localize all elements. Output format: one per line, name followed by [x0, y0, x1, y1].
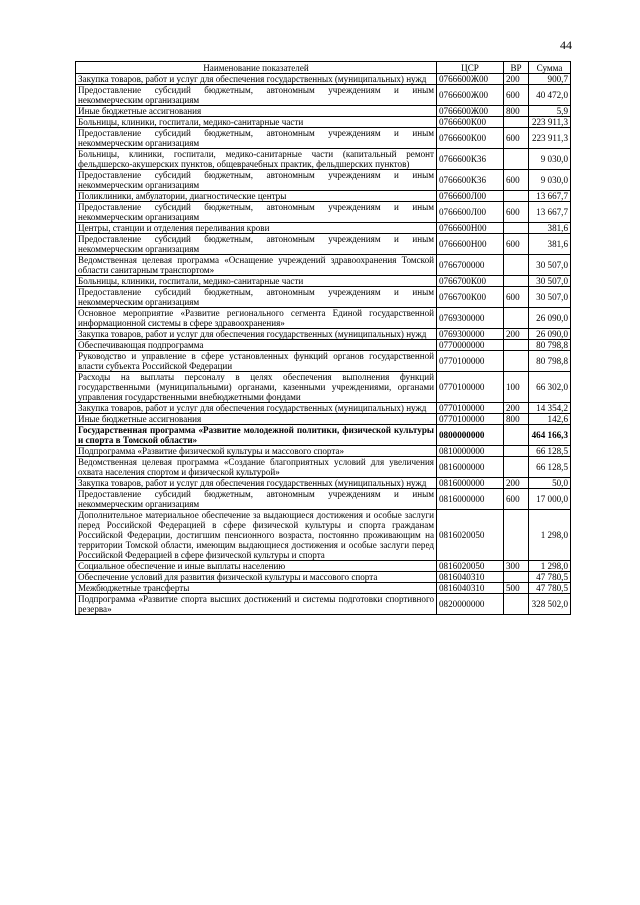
header-name: Наименование показателей	[76, 62, 437, 74]
row-sum-cell: 1 298,0	[529, 561, 571, 572]
table-row	[76, 106, 571, 117]
table-row	[76, 403, 571, 414]
row-sum-cell: 30 507,0	[529, 287, 571, 308]
row-name-cell: Подпрограмма «Развитие физической культуры и массового спорта»	[76, 446, 437, 457]
row-sum-cell: 40 472,0	[529, 85, 571, 106]
row-vr-cell: 600	[504, 170, 529, 191]
row-vr-cell: 600	[504, 489, 529, 510]
row-name-cell: Больницы, клиники, госпитали, медико-санитарные части (капитальный ремонт фельдшерско-акушерских пунктов, общеврачебных практик, фельдшерских пунктов)	[76, 149, 437, 170]
table-row	[76, 414, 571, 425]
table-row	[76, 191, 571, 202]
table-row	[76, 85, 571, 106]
table-row	[76, 594, 571, 615]
table-row	[76, 234, 571, 255]
row-sum-cell: 464 166,3	[529, 425, 571, 446]
row-name-cell: Иные бюджетные ассигнования	[76, 414, 437, 425]
row-sum-cell: 66 302,0	[529, 372, 571, 403]
row-sum-cell: 13 667,7	[529, 191, 571, 202]
row-sum-cell: 223 911,3	[529, 128, 571, 149]
table-row	[76, 425, 571, 446]
row-csr-cell: 0766600Ж00	[437, 74, 504, 85]
row-csr-cell: 0769300000	[437, 329, 504, 340]
row-sum-cell: 66 128,5	[529, 457, 571, 478]
table-row	[76, 489, 571, 510]
row-name-cell: Расходы на выплаты персоналу в целях обеспечения выполнения функций государственными (муниципальными) органами, казенными учреждениями, органами управления государственными внебюджетными фондами	[76, 372, 437, 403]
row-csr-cell: 0816000000	[437, 478, 504, 489]
table-row	[76, 351, 571, 372]
row-vr-cell: 100	[504, 372, 529, 403]
table-row	[76, 128, 571, 149]
row-vr-cell: 600	[504, 234, 529, 255]
row-sum-cell: 80 798,8	[529, 340, 571, 351]
row-sum-cell: 1 298,0	[529, 510, 571, 561]
row-name-cell: Предоставление субсидий бюджетным, автономным учреждениям и иным некоммерческим организациям	[76, 202, 437, 223]
row-name-cell: Ведомственная целевая программа «Создание благоприятных условий для увеличения охвата населения спортом и физической культурой»	[76, 457, 437, 478]
table-row	[76, 223, 571, 234]
row-name-cell: Предоставление субсидий бюджетным, автономным учреждениям и иным некоммерческим организациям	[76, 234, 437, 255]
row-csr-cell: 0770100000	[437, 403, 504, 414]
row-sum-cell: 13 667,7	[529, 202, 571, 223]
row-vr-cell: 600	[504, 202, 529, 223]
row-sum-cell: 17 000,0	[529, 489, 571, 510]
row-csr-cell: 0770100000	[437, 414, 504, 425]
row-vr-cell	[504, 223, 529, 234]
row-vr-cell: 200	[504, 478, 529, 489]
row-csr-cell: 0766600Л00	[437, 191, 504, 202]
row-name-cell: Руководство и управление в сфере установленных функций органов государственной власти субъекта Российской Федерации	[76, 351, 437, 372]
row-name-cell: Обеспечивающая подпрограмма	[76, 340, 437, 351]
row-csr-cell: 0766600К00	[437, 117, 504, 128]
row-sum-cell: 900,7	[529, 74, 571, 85]
table-header-row	[76, 62, 571, 74]
row-vr-cell	[504, 425, 529, 446]
row-csr-cell: 0766600Л00	[437, 202, 504, 223]
row-name-cell: Предоставление субсидий бюджетным, автономным учреждениям и иным некоммерческим организациям	[76, 287, 437, 308]
table-body	[76, 74, 571, 615]
row-name-cell: Центры, станции и отделения переливания крови	[76, 223, 437, 234]
row-name-cell: Предоставление субсидий бюджетным, автономным учреждениям и иным некоммерческим организациям	[76, 489, 437, 510]
row-vr-cell: 800	[504, 106, 529, 117]
row-name-cell: Закупка товаров, работ и услуг для обеспечения государственных (муниципальных) нужд	[76, 329, 437, 340]
row-sum-cell: 14 354,2	[529, 403, 571, 414]
table-row	[76, 276, 571, 287]
row-vr-cell	[504, 510, 529, 561]
budget-table	[75, 61, 571, 615]
row-sum-cell: 328 502,0	[529, 594, 571, 615]
row-sum-cell: 30 507,0	[529, 276, 571, 287]
row-csr-cell: 0816040310	[437, 583, 504, 594]
row-sum-cell: 66 128,5	[529, 446, 571, 457]
table-row	[76, 329, 571, 340]
row-sum-cell: 9 030,0	[529, 170, 571, 191]
row-sum-cell: 80 798,8	[529, 351, 571, 372]
table-row	[76, 572, 571, 583]
row-vr-cell	[504, 117, 529, 128]
row-name-cell: Закупка товаров, работ и услуг для обеспечения государственных (муниципальных) нужд	[76, 403, 437, 414]
row-vr-cell	[504, 276, 529, 287]
table-row	[76, 457, 571, 478]
row-sum-cell: 9 030,0	[529, 149, 571, 170]
row-vr-cell	[504, 446, 529, 457]
row-vr-cell: 600	[504, 287, 529, 308]
row-vr-cell	[504, 457, 529, 478]
row-name-cell: Закупка товаров, работ и услуг для обеспечения государственных (муниципальных) нужд	[76, 478, 437, 489]
row-csr-cell: 0766600К36	[437, 149, 504, 170]
row-vr-cell	[504, 149, 529, 170]
row-csr-cell: 0766600К36	[437, 170, 504, 191]
row-csr-cell: 0766600Н00	[437, 234, 504, 255]
row-name-cell: Обеспечение условий для развития физической культуры и массового спорта	[76, 572, 437, 583]
table-row	[76, 446, 571, 457]
row-sum-cell: 50,0	[529, 478, 571, 489]
row-vr-cell	[504, 351, 529, 372]
table-row	[76, 202, 571, 223]
row-name-cell: Подпрограмма «Развитие спорта высших достижений и системы подготовки спортивного резерва»	[76, 594, 437, 615]
table-row	[76, 583, 571, 594]
header-vr: ВР	[504, 62, 529, 74]
row-name-cell: Иные бюджетные ассигнования	[76, 106, 437, 117]
table-row	[76, 510, 571, 561]
row-name-cell: Межбюджетные трансферты	[76, 583, 437, 594]
table-row	[76, 340, 571, 351]
row-csr-cell: 0766700К00	[437, 287, 504, 308]
row-vr-cell	[504, 340, 529, 351]
row-vr-cell	[504, 255, 529, 276]
row-csr-cell: 0766600Ж00	[437, 85, 504, 106]
row-name-cell: Государственная программа «Развитие молодежной политики, физической культуры и спорта в Томской области»	[76, 425, 437, 446]
row-csr-cell: 0766600К00	[437, 128, 504, 149]
table-row	[76, 561, 571, 572]
row-vr-cell: 500	[504, 583, 529, 594]
row-sum-cell: 30 507,0	[529, 255, 571, 276]
row-sum-cell: 381,6	[529, 223, 571, 234]
row-vr-cell	[504, 594, 529, 615]
page-number: 44	[560, 38, 572, 52]
table-row	[76, 478, 571, 489]
row-csr-cell: 0769300000	[437, 308, 504, 329]
row-name-cell: Поликлиники, амбулатории, диагностические центры	[76, 191, 437, 202]
table-row	[76, 372, 571, 403]
table-row	[76, 149, 571, 170]
row-csr-cell: 0816020050	[437, 510, 504, 561]
row-csr-cell: 0770100000	[437, 351, 504, 372]
table-row	[76, 170, 571, 191]
row-name-cell: Предоставление субсидий бюджетным, автономным учреждениям и иным некоммерческим организациям	[76, 85, 437, 106]
row-name-cell: Больницы, клиники, госпитали, медико-санитарные части	[76, 117, 437, 128]
row-sum-cell: 26 090,0	[529, 308, 571, 329]
row-vr-cell: 200	[504, 329, 529, 340]
table-row	[76, 308, 571, 329]
row-sum-cell: 142,6	[529, 414, 571, 425]
row-vr-cell	[504, 572, 529, 583]
row-sum-cell: 47 780,5	[529, 572, 571, 583]
table-row	[76, 287, 571, 308]
row-vr-cell: 200	[504, 403, 529, 414]
row-vr-cell: 300	[504, 561, 529, 572]
row-vr-cell: 800	[504, 414, 529, 425]
row-csr-cell: 0816000000	[437, 457, 504, 478]
row-vr-cell	[504, 191, 529, 202]
row-name-cell: Предоставление субсидий бюджетным, автономным учреждениям и иным некоммерческим организациям	[76, 170, 437, 191]
row-name-cell: Закупка товаров, работ и услуг для обеспечения государственных (муниципальных) нужд	[76, 74, 437, 85]
row-csr-cell: 0800000000	[437, 425, 504, 446]
row-sum-cell: 381,6	[529, 234, 571, 255]
row-csr-cell: 0766600Ж00	[437, 106, 504, 117]
row-csr-cell: 0766700000	[437, 255, 504, 276]
row-vr-cell: 600	[504, 85, 529, 106]
row-csr-cell: 0816020050	[437, 561, 504, 572]
row-sum-cell: 26 090,0	[529, 329, 571, 340]
table-row	[76, 117, 571, 128]
row-sum-cell: 223 911,3	[529, 117, 571, 128]
row-sum-cell: 47 780,5	[529, 583, 571, 594]
table-row	[76, 74, 571, 85]
row-name-cell: Больницы, клиники, госпитали, медико-санитарные части	[76, 276, 437, 287]
row-name-cell: Предоставление субсидий бюджетным, автономным учреждениям и иным некоммерческим организациям	[76, 128, 437, 149]
row-csr-cell: 0820000000	[437, 594, 504, 615]
header-sum: Сумма	[529, 62, 571, 74]
header-csr: ЦСР	[437, 62, 504, 74]
row-csr-cell: 0770000000	[437, 340, 504, 351]
row-name-cell: Дополнительное материальное обеспечение за выдающиеся достижения и особые заслуги перед Российской Федерацией в сфере физической культуры и спорта гражданам Российской Федерации, достигшим пенсионного возраста, постоянно проживающим на территории Томской области, имеющим выдающиеся достижения и особые заслуги перед Российской Федерацией в сфере физической культуры и спорта	[76, 510, 437, 561]
row-csr-cell: 0810000000	[437, 446, 504, 457]
row-csr-cell: 0816040310	[437, 572, 504, 583]
row-name-cell: Социальное обеспечение и иные выплаты населению	[76, 561, 437, 572]
row-name-cell: Основное мероприятие «Развитие регионального сегмента Единой государственной информационной системы в сфере здравоохранения»	[76, 308, 437, 329]
row-vr-cell: 200	[504, 74, 529, 85]
row-csr-cell: 0766700К00	[437, 276, 504, 287]
row-csr-cell: 0770100000	[437, 372, 504, 403]
row-csr-cell: 0816000000	[437, 489, 504, 510]
row-name-cell: Ведомственная целевая программа «Оснащение учреждений здравоохранения Томской области санитарным транспортом»	[76, 255, 437, 276]
row-sum-cell: 5,9	[529, 106, 571, 117]
row-vr-cell	[504, 308, 529, 329]
row-vr-cell: 600	[504, 128, 529, 149]
table-row	[76, 255, 571, 276]
row-csr-cell: 0766600Н00	[437, 223, 504, 234]
